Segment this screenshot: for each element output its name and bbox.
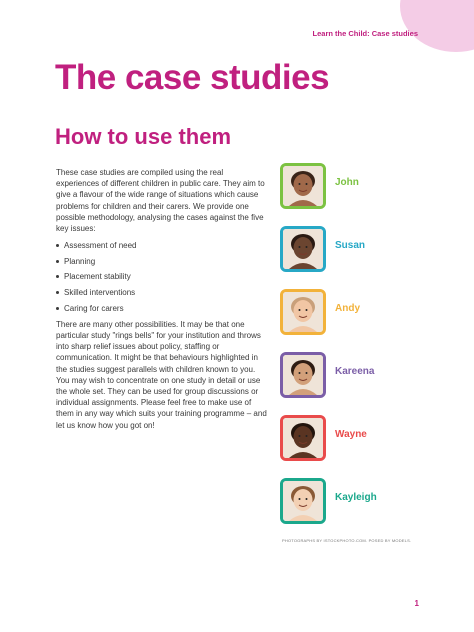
child-portrait-image xyxy=(283,229,323,269)
list-item: Skilled interventions xyxy=(56,287,268,298)
case-name: Kayleigh xyxy=(335,492,377,503)
case-study-kareena xyxy=(280,352,430,400)
case-name: John xyxy=(335,177,359,188)
case-name: Susan xyxy=(335,240,366,251)
child-portrait-image xyxy=(283,355,323,395)
key-issues-list xyxy=(56,240,268,314)
list-item: Placement stability xyxy=(56,271,268,282)
running-header: Learn the Child: Case studies xyxy=(312,29,418,38)
photo-frame xyxy=(280,163,326,209)
case-name: Wayne xyxy=(335,429,367,440)
photo-frame xyxy=(280,415,326,461)
page-title: The case studies xyxy=(55,58,330,97)
list-item: Caring for carers xyxy=(56,303,268,314)
case-study-kayleigh xyxy=(280,478,430,526)
case-study-andy xyxy=(280,289,430,337)
photo-frame xyxy=(280,352,326,398)
case-study-john xyxy=(280,163,430,211)
closing-paragraph: There are many other possibilities. It may be that one particular study "rings bells" for your institution and throws into sharp relief issues about policy, staffing or communication. It might be that behaviours highlighted in the studies suggest parallels with children known to you. You may wish to concentrate on one study in detail or use the whole set. They can be used for group discussions or individual assignments. Please feel free to make use of them in any way which suits your training programme – and let us know how you got on! xyxy=(56,319,267,430)
page-number: 1 xyxy=(414,599,419,608)
decorative-corner-circle xyxy=(400,0,474,52)
case-name: Andy xyxy=(335,303,360,314)
child-portrait-image xyxy=(283,481,323,521)
case-study-susan xyxy=(280,226,430,274)
child-portrait-image xyxy=(283,418,323,458)
case-name: Kareena xyxy=(335,366,375,377)
section-subtitle: How to use them xyxy=(55,124,232,149)
list-item: Planning xyxy=(56,256,268,267)
list-item: Assessment of need xyxy=(56,240,268,251)
case-study-wayne xyxy=(280,415,430,463)
body-text-column xyxy=(56,167,268,437)
photo-frame xyxy=(280,289,326,335)
child-portrait-image xyxy=(283,166,323,206)
photo-credit: PHOTOGRAPHS BY ISTOCKPHOTO.COM. POSED BY MODELS. xyxy=(282,538,412,543)
intro-paragraph: These case studies are compiled using the real experiences of different children in public care. They aim to give a flavour of the wide range of situations which cause problems for children and their carers. We provide one possible methodology, analysing the cases against the five key issues: xyxy=(56,168,265,234)
child-portrait-image xyxy=(283,292,323,332)
photo-frame xyxy=(280,478,326,524)
photo-frame xyxy=(280,226,326,272)
